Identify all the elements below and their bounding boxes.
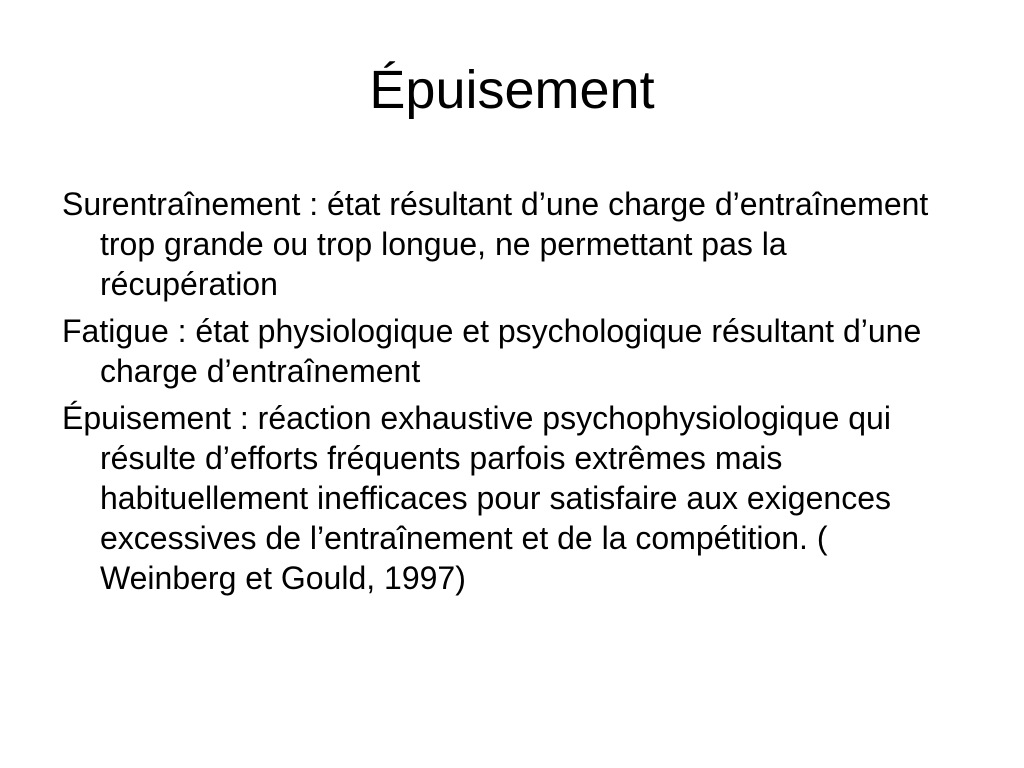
bullet-item-epuisement: Épuisement : réaction exhaustive psychophysiologique qui résulte d’efforts fréquents parfois extrêmes mais habituellement inefficaces pour satisfaire aux exigences excessives de l’entraînement et de la compétition. ( Weinberg et Gould, 1997) <box>62 400 891 596</box>
bullet-list <box>62 184 962 605</box>
bullet-item-fatigue: Fatigue : état physiologique et psychologique résultant d’une charge d’entraînement <box>62 313 922 389</box>
bullet-item-surentrainement: Surentraînement : état résultant d’une charge d’entraînement trop grande ou trop longue, ne permettant pas la récupération <box>62 186 929 302</box>
slide-title: Épuisement <box>369 60 655 120</box>
